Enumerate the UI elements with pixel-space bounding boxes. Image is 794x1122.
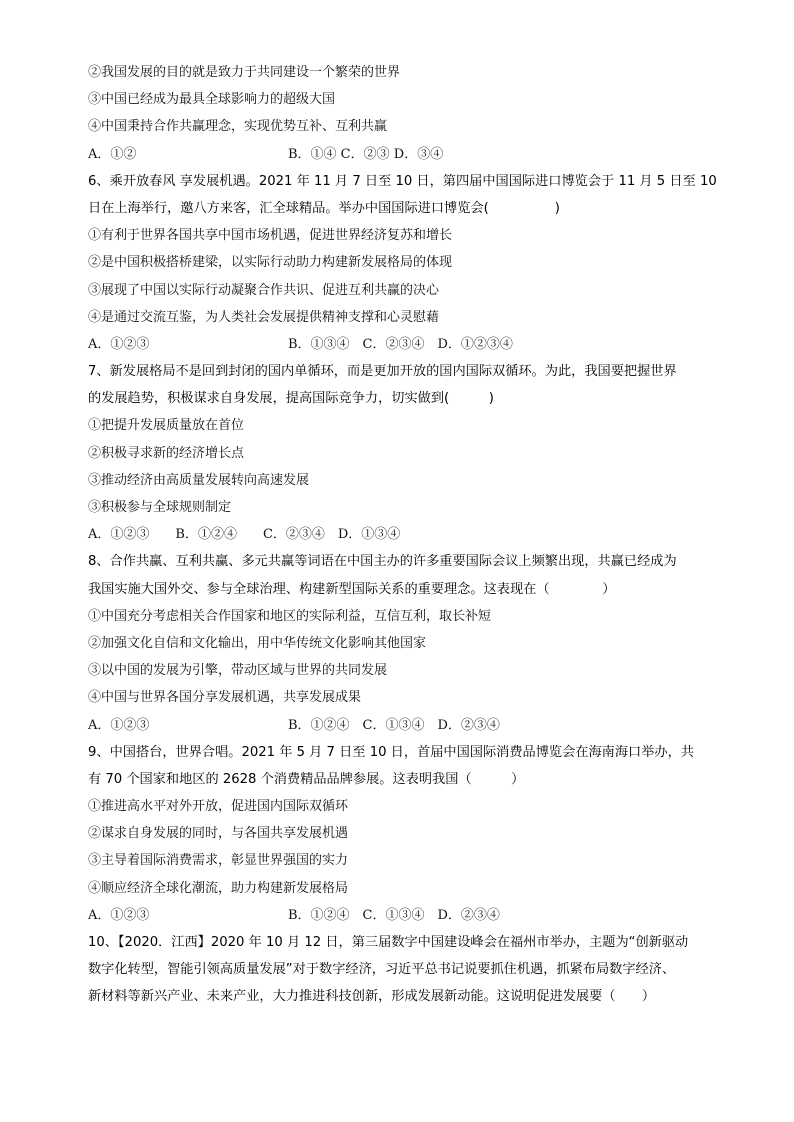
statement-line: ②谋求自身发展的同时，与各国共享发展机遇 bbox=[88, 826, 349, 842]
option-a: A．①②③ bbox=[88, 336, 150, 352]
question-stem-line: 9、中国搭台，世界合唱。2021 年 5 月 7 日至 10 日，首届中国国际消费品博览会在海南海口举办，共 bbox=[88, 744, 694, 760]
statement-line: ③推动经济由高质量发展转向高速发展 bbox=[88, 472, 310, 488]
statement-line: ③中国已经成为最具全球影响力的超级大国 bbox=[88, 92, 336, 108]
statement-line: ①有利于世界各国共享中国市场机遇，促进世界经济复苏和增长 bbox=[88, 228, 453, 244]
question-stem-line: 新材料等新兴产业、未来产业，大力推进科技创新，形成发展新动能。这说明促进发展要（ ） bbox=[88, 989, 656, 1005]
question-stem-line: 数字化转型，智能引领高质量发展”对于数字经济，习近平总书记说要抓住机遇，抓紧布局数字经济、 bbox=[88, 962, 676, 978]
option-a: A．①②③ bbox=[88, 717, 150, 733]
answer-options bbox=[88, 907, 708, 925]
statement-line: ③积极参与全球规则制定 bbox=[88, 500, 232, 515]
question-stem-line: 6、乘开放春风 享发展机遇。2021 年 11 月 7 日至 10 日，第四届中国国际进口博览会于 11 月 5 日至 10 bbox=[88, 173, 717, 189]
statement-line: ③展现了中国以实际行动凝聚合作共识、促进互利共赢的决心 bbox=[88, 282, 440, 298]
question-stem-line: 我国实施大国外交、参与全球治理、构建新型国际关系的重要理念。这表现在（ ） bbox=[88, 581, 616, 597]
answer-options bbox=[88, 717, 708, 735]
statement-line: ②是中国积极搭桥建梁，以实际行动助力构建新发展格局的体现 bbox=[88, 255, 453, 271]
option-bcd: B．①③④ C．②③④ D．①②③④ bbox=[288, 336, 513, 352]
statement-line: ①中国充分考虑相关合作国家和地区的实际利益，互信互利，取长补短 bbox=[88, 608, 492, 624]
statement-line: ③以中国的发展为引擎，带动区域与世界的共同发展 bbox=[88, 663, 388, 679]
question-stem-line: 有 70 个国家和地区的 2628 个消费精品品牌参展。这表明我国（ ） bbox=[88, 771, 525, 787]
answer-options bbox=[88, 336, 708, 354]
statement-line: ④中国与世界各国分享发展机遇，共享发展成果 bbox=[88, 690, 362, 706]
statement-line: ②加强文化自信和文化输出，用中华传统文化影响其他国家 bbox=[88, 635, 427, 651]
statement-line: ②我国发展的目的就是致力于共同建设一个繁荣的世界 bbox=[88, 65, 401, 80]
option-bcd: B．①②④ C．①③④ D．②③④ bbox=[288, 907, 500, 923]
option-bcd: B．①④ C．②③ D．③④ bbox=[288, 146, 444, 162]
question-stem-line: 8、合作共赢、互利共赢、多元共赢等词语在中国主办的许多重要国际会议上频繁出现，共赢已经成为 bbox=[88, 554, 677, 570]
question-stem-line: 10、【2020．江西】2020 年 10 月 12 日，第三届数字中国建设峰会在福州市举办，主题为“创新驱动 bbox=[88, 935, 689, 950]
option-a: A．①②③ bbox=[88, 907, 150, 923]
question-stem-line: 7、新发展格局不是回到封闭的国内单循环，而是更加开放的国内国际双循环。为此，我国要把握世界 bbox=[88, 364, 677, 380]
question-stem-line: 日在上海举行，邀八方来客，汇全球精品。举办中国国际进口博览会( ) bbox=[88, 200, 560, 216]
statement-line: ①推进高水平对外开放，促进国内国际双循环 bbox=[88, 799, 349, 815]
document-content bbox=[88, 64, 717, 1016]
statement-line: ③主导着国际消费需求，彰显世界强国的实力 bbox=[88, 853, 349, 869]
question-stem-line: 的发展趋势，积极谋求自身发展，提高国际竞争力，切实做到( ) bbox=[88, 391, 494, 407]
statement-line: ①把提升发展质量放在首位 bbox=[88, 418, 245, 434]
statement-line: ④是通过交流互鉴，为人类社会发展提供精神支撑和心灵慰藉 bbox=[88, 309, 440, 325]
statement-line: ④中国秉持合作共赢理念，实现优势互补、互利共赢 bbox=[88, 119, 388, 135]
option-bcd: B．①②④ C．①③④ D．②③④ bbox=[288, 717, 500, 733]
statement-line: ④顺应经济全球化潮流，助力构建新发展格局 bbox=[88, 880, 349, 896]
statement-line: ②积极寻求新的经济增长点 bbox=[88, 445, 245, 461]
option-a: A．①② bbox=[88, 146, 137, 162]
answer-options: A．①②③ B．①②④ C．②③④ D．①③④ bbox=[88, 527, 401, 543]
answer-options bbox=[88, 146, 708, 164]
